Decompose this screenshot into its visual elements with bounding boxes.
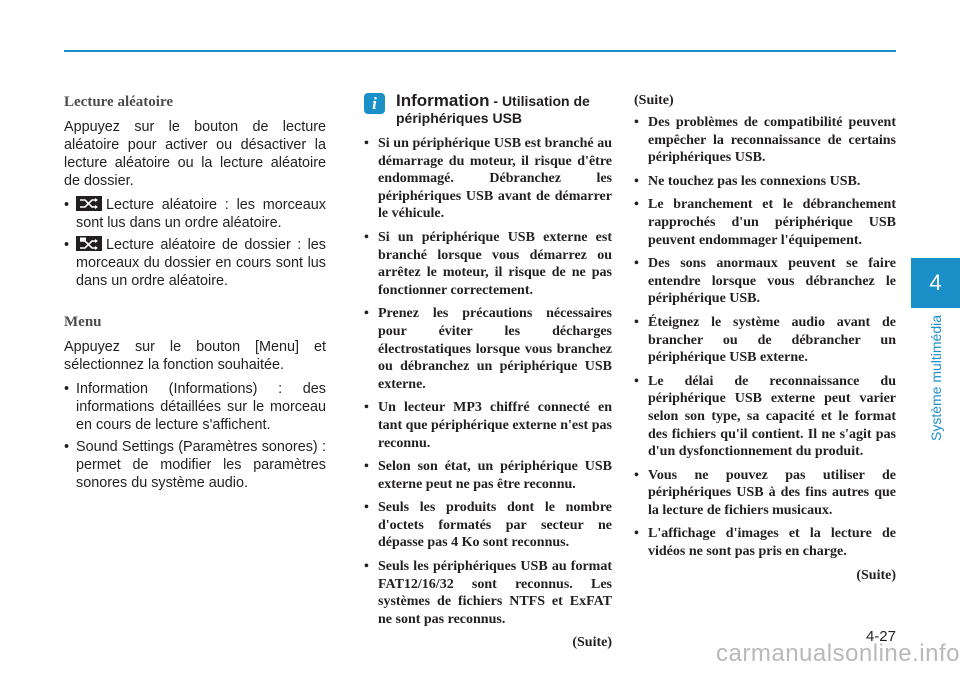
list-item [64, 196, 326, 232]
continued-label: (Suite) [572, 635, 612, 651]
continued-top-label: (Suite) [634, 93, 674, 108]
list-item: • L'affichage d'images et la lecture de vidéos ne sont pas pris en charge. [634, 525, 896, 560]
list-item: • Vous ne pouvez pas utiliser de périphériques USB à des fins autres que la lecture de fichiers musicaux. [634, 467, 896, 520]
folder-shuffle-item-text: Lecture aléatoire de dossier : les morceaux du dossier en cours sont lus dans un ordre aléatoire. [76, 237, 326, 289]
list-item: • Si un périphérique USB est branché au démarrage du moteur, il risque d'être endommagé. Débranchez les périphériques USB avant de démarrer le véhicule. [364, 135, 612, 223]
list-item: • Seuls les périphériques USB au format FAT12/16/32 sont reconnus. Les systèmes de fichiers NTFS et ExFAT ne sont pas reconnus. [364, 558, 612, 628]
shuffle-section-title: Lecture aléatoire [64, 94, 173, 110]
info-title-main: Information [396, 91, 490, 110]
list-item [64, 236, 326, 290]
info-title [380, 92, 612, 110]
list-item: • Ne touchez pas les connexions USB. [634, 173, 896, 191]
list-item: • Des problèmes de compatibilité peuvent empêcher la reconnaissance de certains périphériques USB. [634, 114, 896, 167]
list-item: • Le branchement et le débranchement rapprochés d'un périphérique USB peuvent endommager l'équipement. [634, 196, 896, 249]
shuffle-icon [76, 196, 102, 211]
folder-shuffle-icon [76, 236, 102, 251]
info-title-sub2: périphériques USB [396, 110, 523, 126]
list-item: • Selon son état, un périphérique USB externe peut ne pas être reconnu. [364, 458, 612, 493]
menu-section-title: Menu [64, 314, 102, 330]
page-number: 4-27 [865, 628, 896, 645]
shuffle-intro: Appuyez sur le bouton de lecture aléatoire pour activer ou désactiver la lecture aléatoire ou la lecture aléatoire de dossier. [64, 119, 326, 189]
left-column [64, 92, 326, 496]
list-item: • Le délai de reconnaissance du périphérique USB externe peut varier selon son type, sa capacité et le format des fichiers qu'il contient. Il ne s'agit pas d'un dysfonctionnement du produit. [634, 373, 896, 461]
shuffle-list [64, 196, 326, 290]
continued-bottom-label: (Suite) [856, 567, 896, 583]
chapter-tab: 4 [911, 258, 960, 308]
info-box [364, 92, 612, 652]
menu-intro: Appuyez sur le bouton [Menu] et sélectionnez la fonction souhaitée. [64, 339, 326, 373]
watermark: carmanualsonline.info [716, 640, 960, 667]
info-title-sub: - Utilisation de [489, 93, 590, 109]
menu-list [64, 380, 326, 492]
info-header [364, 92, 612, 127]
list-item: • Un lecteur MP3 chiffré connecté en tant que périphérique externe n'est pas reconnu. [364, 399, 612, 452]
list-item: • Sound Settings (Paramètres sonores) : permet de modifier les paramètres sonores du système audio. [64, 438, 326, 492]
chapter-label: Système multimédia [928, 314, 944, 442]
list-item: • Prenez les précautions nécessaires pour éviter les décharges électrostatiques lorsque vous branchez ou débranchez un périphérique USB externe. [364, 305, 612, 393]
list-item: • Des sons anormaux peuvent se faire entendre lorsque vous débranchez le périphérique USB. [634, 255, 896, 308]
right-column [634, 92, 896, 585]
info-list [364, 135, 612, 628]
right-list [634, 114, 896, 561]
shuffle-item-text: Lecture aléatoire : les morceaux sont lus dans un ordre aléatoire. [76, 197, 326, 231]
list-item: • Éteignez le système audio avant de brancher ou de débrancher un périphérique USB externe. [634, 314, 896, 367]
info-icon: i [364, 93, 385, 114]
list-item: • Seuls les produits dont le nombre d'octets formatés par secteur ne dépasse pas 4 Ko sont reconnus. [364, 499, 612, 552]
list-item: • Information (Informations) : des informations détaillées sur le morceau en cours de lecture s'affichent. [64, 380, 326, 434]
header-rule [64, 50, 896, 52]
list-item: • Si un périphérique USB externe est branché lorsque vous démarrez ou arrêtez le moteur, il risque de ne pas fonctionner correctement. [364, 229, 612, 299]
